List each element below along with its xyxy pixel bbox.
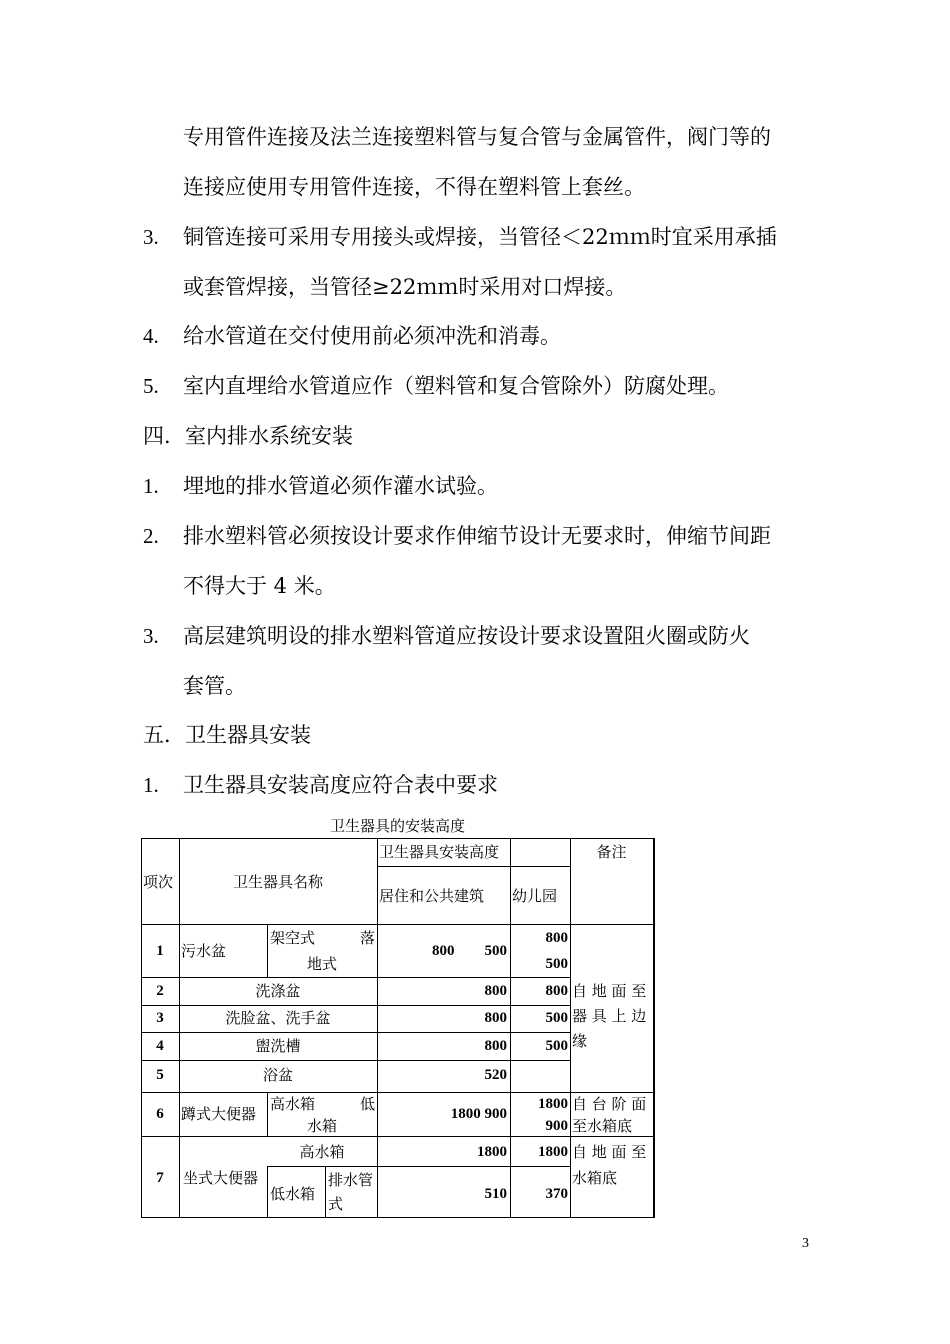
section-heading: 五．卫生器具安装 xyxy=(143,723,311,747)
row-kindergarten: 800 xyxy=(545,930,568,946)
paragraph-line: 或套管焊接，当管径≥22ｍｍ时采用对口焊接。 xyxy=(183,275,627,299)
table-rule xyxy=(267,1166,268,1218)
row-residential: 1800 xyxy=(477,1144,507,1160)
table-caption: 卫生器具的安装高度 xyxy=(329,817,465,835)
row-name: 盥洗槽 xyxy=(255,1037,301,1055)
table-rule xyxy=(141,977,570,978)
row-kindergarten: 500 xyxy=(545,1010,568,1026)
table-rule xyxy=(570,838,571,1218)
row-remark: 缘 xyxy=(572,1032,588,1050)
row-index: 1 xyxy=(156,943,164,959)
row-remark: 自 台 阶 面 xyxy=(572,1095,647,1113)
paragraph-line: 不得大于 4 米。 xyxy=(183,574,336,598)
row-remark: 器 具 上 边 xyxy=(572,1007,647,1025)
table-rule xyxy=(141,1032,570,1033)
table-rule xyxy=(141,924,655,925)
row-subtype: 水箱 xyxy=(306,1117,337,1135)
header-height: 卫生器具安装高度 xyxy=(379,843,500,861)
row-residential: 800 xyxy=(484,983,507,999)
row-index: 2 xyxy=(156,983,164,999)
row-kindergarten: 800 xyxy=(545,983,568,999)
header-remark: 备注 xyxy=(596,843,627,861)
row-subtype: 式 xyxy=(328,1195,344,1213)
row-index: 6 xyxy=(156,1106,164,1122)
row-remark: 水箱底 xyxy=(572,1169,618,1187)
row-kindergarten: 370 xyxy=(545,1186,568,1202)
table-rule xyxy=(267,1166,570,1167)
row-index: 7 xyxy=(156,1170,164,1186)
row-name: 洗涤盆 xyxy=(255,982,301,1000)
list-number: 4. xyxy=(143,324,159,348)
row-residential: 520 xyxy=(484,1067,507,1083)
row-residential: 800 xyxy=(484,1038,507,1054)
paragraph-line: 套管。 xyxy=(183,674,246,698)
row-kindergarten: 500 xyxy=(545,956,568,972)
row-subtype: 低水箱 xyxy=(270,1185,316,1203)
list-number: 2. xyxy=(143,524,159,548)
list-number: 1. xyxy=(143,773,159,797)
paragraph-line: 排水塑料管必须按设计要求作伸缩节设计无要求时，伸缩节间距 xyxy=(183,524,771,548)
installation-height-table xyxy=(141,838,655,1218)
row-subtype: 高水箱 xyxy=(299,1143,345,1161)
paragraph-line: 埋地的排水管道必须作灌水试验。 xyxy=(183,474,498,498)
row-subtype: 架空式 落 xyxy=(270,929,376,947)
paragraph-line: 室内直埋给水管道应作（塑料管和复合管除外）防腐处理。 xyxy=(183,374,729,398)
paragraph-line: 铜管连接可采用专用接头或焊接，当管径＜22ｍｍ时宜采用承插 xyxy=(183,225,777,249)
table-border xyxy=(653,838,655,1218)
row-kindergarten: 1800 xyxy=(538,1096,568,1112)
paragraph-line: 高层建筑明设的排水塑料管道应按设计要求设置阻火圈或防火 xyxy=(183,624,750,648)
row-name: 浴盆 xyxy=(262,1066,293,1084)
paragraph-line: 连接应使用专用管件连接，不得在塑料管上套丝。 xyxy=(183,175,645,199)
row-remark: 自 地 面 至 xyxy=(572,1143,647,1161)
list-number: 3. xyxy=(143,624,159,648)
header-residential: 居住和公共建筑 xyxy=(379,887,485,905)
row-remark: 至水箱底 xyxy=(572,1117,633,1135)
row-residential: 800 500 xyxy=(431,943,507,959)
header-kindergarten: 幼儿园 xyxy=(512,887,558,905)
row-name: 坐式大便器 xyxy=(183,1169,259,1187)
table-rule xyxy=(377,866,570,867)
paragraph-line: 专用管件连接及法兰连接塑料管与复合管与金属管件，阀门等的 xyxy=(183,125,771,149)
row-kindergarten: 1800 xyxy=(538,1144,568,1160)
row-residential: 510 xyxy=(484,1186,507,1202)
header-name: 卫生器具名称 xyxy=(232,873,323,891)
table-border xyxy=(141,1217,655,1218)
row-index: 3 xyxy=(156,1010,164,1026)
row-subtype: 排水管 xyxy=(328,1171,374,1189)
row-kindergarten: 500 xyxy=(545,1038,568,1054)
row-kindergarten: 900 xyxy=(545,1118,568,1134)
list-number: 1. xyxy=(143,474,159,498)
row-remark: 自 地 面 至 xyxy=(572,982,647,1000)
row-index: 5 xyxy=(156,1067,164,1083)
row-subtype: 高水箱 低 xyxy=(270,1095,376,1113)
row-name: 蹲式大便器 xyxy=(181,1105,257,1123)
row-name: 污水盆 xyxy=(181,942,227,960)
list-number: 3. xyxy=(143,225,159,249)
row-residential: 1800 900 xyxy=(450,1106,507,1122)
header-index: 项次 xyxy=(143,873,174,891)
row-name: 洗脸盆、洗手盆 xyxy=(225,1009,331,1027)
row-subtype: 地式 xyxy=(306,955,337,973)
table-rule xyxy=(141,1060,570,1061)
list-number: 5. xyxy=(143,374,159,398)
row-index: 4 xyxy=(156,1038,164,1054)
row-residential: 800 xyxy=(484,1010,507,1026)
section-heading: 四．室内排水系统安装 xyxy=(143,424,353,448)
table-rule xyxy=(325,1166,326,1218)
table-border xyxy=(141,838,655,839)
paragraph-line: 给水管道在交付使用前必须冲洗和消毒。 xyxy=(183,324,561,348)
page-number: 3 xyxy=(802,1236,809,1251)
paragraph-line: 卫生器具安装高度应符合表中要求 xyxy=(183,773,498,797)
